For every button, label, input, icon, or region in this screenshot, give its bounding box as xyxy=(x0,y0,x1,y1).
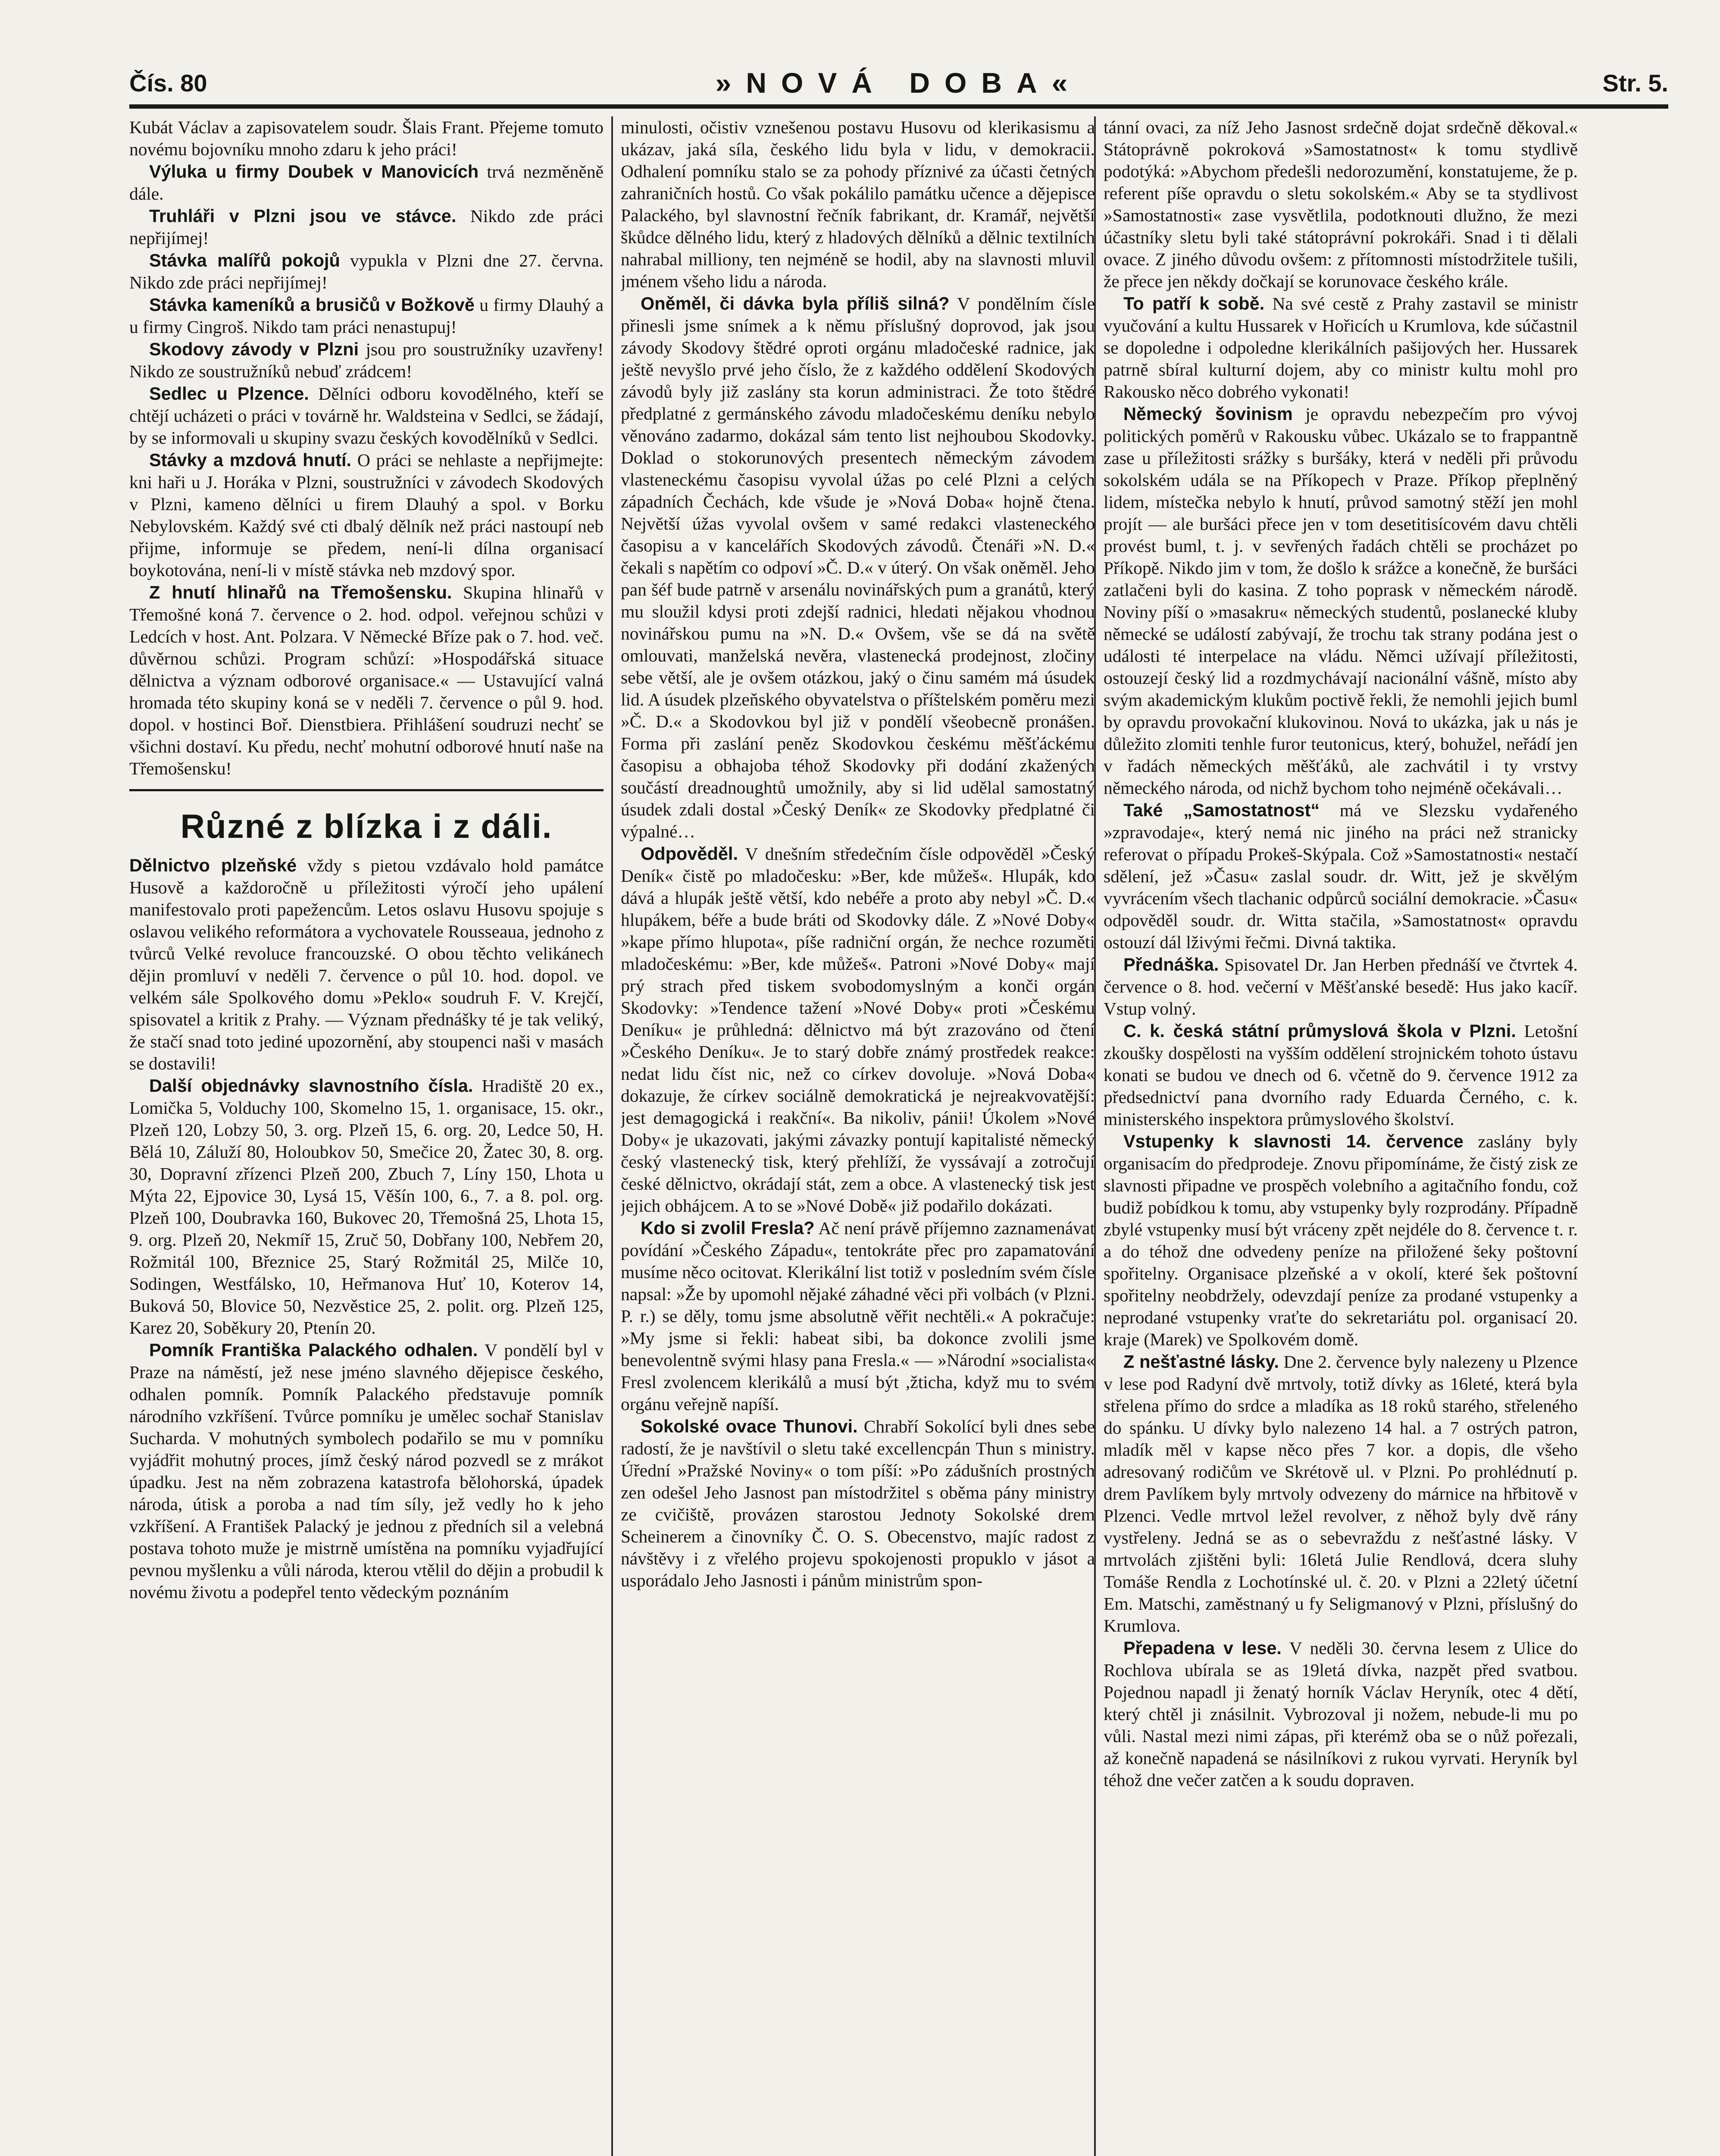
notice-text: jsou pro soustružníky uzavřeny! Nikdo ze soustružníků nebuď zrádcem! xyxy=(129,339,604,381)
news-item xyxy=(1104,403,1578,799)
notice-heading: Truhláři v Plzni jsou ve stávce. xyxy=(149,206,457,226)
page-header xyxy=(129,60,1668,108)
news-text: Ač není právě příjemno zaznamenávat povídání »Českého Západu«, tentokráte přec pro zapamatování musíme něco ocitovat. Klerikální list totiž v posledním svém čísle napsal: »Že by upomohl nějaké záhadné věci při volbách (v Plzni. P. r.) se děly, tomu jsme absolutně věřit nechtěli.« A pokračuje: »My jsme si řekli: habeat sibi, ba dokonce zvolili jsme benevolentně svými hlasy pana Fresla.« — »Národní »socialista« Fresl zvolencem klerikálů a musí být ,žticha, když mu to svém orgánu veřejně napíší. xyxy=(621,1218,1095,1414)
notice xyxy=(129,205,604,249)
news-text: má ve Slezsku vydařeného »zpravodaje«, který nemá nic jiného na práci než stranicky referovat o případu Prokeš-Skýpala. Což »Samostatnosti« nestačí sdělení, jež »Času« zaslal soudr. dr. Witt, jež je skvělým vyvrácením všech tlachanic odpůrců sociální demokracie. »Času« odpověděl soudr. dr. Witta stačila, »Samostatnost« opravdu ostouzí dál lživými řečmi. Divná taktika. xyxy=(1104,800,1578,952)
notice-heading: Skodovy závody v Plzni xyxy=(149,339,359,359)
notice-heading: Stávky a mzdová hnutí. xyxy=(149,450,352,470)
notice-text: Nikdo zde práci nepřijímej! xyxy=(129,206,604,248)
news-heading: Přednáška. xyxy=(1123,954,1219,975)
section-title: Různé z blízka i z dáli. xyxy=(180,807,553,845)
news-item xyxy=(1104,116,1578,292)
article-paragraph xyxy=(129,116,604,160)
news-heading: Odpověděl. xyxy=(641,843,738,864)
news-item xyxy=(621,843,1095,1217)
news-heading: Oněměl, či dávka byla příliš silná? xyxy=(641,293,950,313)
notice xyxy=(129,160,604,205)
paragraph-text: Kubát Václav a zapisovatelem soudr. Šlais Frant. Přejeme tomuto novému bojovníku mnoho zdaru k jeho práci! xyxy=(129,117,604,159)
news-item xyxy=(1104,1637,1578,1791)
news-item xyxy=(1104,799,1578,953)
news-text: Hradiště 20 ex., Lomička 5, Volduchy 100, Skomelno 15, 1. organisace, 15. okr., Plzeň 120, Lobzy 50, 3. org. Plzeň 15, 6. org. 20, Ledce 50, H. Bělá 10, Záluží 80, Holoubkov 50, Smečice 20, Žatec 30, 8. org. 30, Dopravní zřízenci Plzeň 200, Zbuch 7, Líny 150, Lhota u Mýta 22, Ejpovice 30, Lysá 15, Věšín 100, 6., 7. a 8. pol. org. Plzeň 100, Doubravka 160, Bukovec 20, Třemošná 25, Lhota 15, 9. org. Plzeň 20, Nekmíř 15, Zruč 50, Dobřany 100, Nebřem 20, Rožmitál 100, Březnice 25, Starý Rožmitál 25, Milče 10, Sodingen, Westfálsko, 10, Heřmanova Huť 10, Koterov 14, Buková 50, Blovice 50, Nezvěstice 25, 2. polit. org. Plzeň 125, Karez 20, Soběkury 20, Ptenín 20. xyxy=(129,1076,604,1338)
news-item xyxy=(621,116,1095,292)
notice-text: trvá nezměněně dále. xyxy=(129,162,604,204)
column-2 xyxy=(621,116,1095,2156)
news-item xyxy=(621,292,1095,843)
notice-text: Dělníci odboru kovodělného, kteří se chtějí ucházeti o práci v továrně hr. Waldsteina v Sedlci, se žádají, by se informovali u skupiny svazu českých kovodělníků v Sedlci. xyxy=(129,384,604,448)
news-text: V pondělí byl v Praze na náměstí, jež nese jméno slavného dějepisce českého, odhalen pomník. Pomník Palackého představuje pomník národního vzkříšení. Tvůrce pomníku je umělec sochař Stanislav Suchardа. V mohutných symbolech podařilo se mu v pomníku vyjádřit mohutný proces, jímž český národ pozvedl se z mrákot úpadku. Jest na něm zobrazena katastrofa bělohorská, úpadek národa, útisk a poroba a nad tím síly, jež vedly ho k jeho vzkříšení. A František Palacký je jednou z předních sil a velebná postava tohoto muže je mistrně umístěna na pomníku vyjadřující pevnou myšlenku a vůli národa, kterou vtělil do dějin a probudil k novému životu a podepřel tento vědeckým poznáním xyxy=(129,1340,604,1602)
news-heading: Kdo si zvolil Fresla? xyxy=(641,1218,815,1238)
news-text: vždy s pietou vzdávalo hold památce Husově a každoročně u příležitosti výročí jeho upálení manifestovalo proti papežencům. Letos oslavu Husovu spojuje s oslavou velikého reformátora a vychovatele Rousseaua, jednoho z tvůrců Velké revoluce francouzské. O obou těchto velikánech dějin promluví v neděli 7. července o půl 10. hod. dopol. ve velkém sále Spolkového domu »Peklo« soudruh F. V. Krejčí, spisovatel a kritik z Prahy. — Význam přednášky té je tak veliký, že stačí snad toto jediné upozornění, aby stoupenci naši v masách se dostavili! xyxy=(129,856,604,1073)
notice xyxy=(129,249,604,294)
notice-text: u firmy Dlauhý a u firmy Cingroš. Nikdo tam práci nenastupuj! xyxy=(129,295,604,337)
news-text: Na své cestě z Prahy zastavil se ministr vyučování a kultu Hussarek v Hořicích u Krumlova, kde súčastnil se dopoledne i odpoledne klerikálních pašijových her. Hussarek patrně sbíral kulturní dojem, aby co ministr kultu mohl pro Rakousko něco dobrého vykonati! xyxy=(1104,294,1578,401)
news-text: tánní ovaci, za níž Jeho Jasnost srdečně dojat srdečně děkoval.« Státoprávně pokroková »Samostatnost« k tomu stydlivě podotýká: »Abychom předešli nedorozumění, konstatujeme, že p. referent píše opravdu o sletu sokolském.« Aby se ta stydlivost »Samostatnosti« zase vysvětlila, podotknouti dlužno, že mezi účastníky sletu byli také státoprávní pokrokáři. Snad i ti dělali ovace. Z jiného důvodu ovšem: z přítomnosti místodržitele tušili, že přece jen někdy dočkají se korunovace českého krále. xyxy=(1104,117,1578,291)
news-text: zaslány byly organisacím do předprodeje. Znovu připomínáme, že čistý zisk ze slavnosti připadne ve prospěch volebního a agitačního fondu, což budiž pobídkou k tomu, aby vstupenky byly rozprodány. Případně zbylé vstupenky musí být vráceny zpět nejdéle do 8. července t. r. a do téhož dne odvedeny peníze na přiložené šeky poštovní spořitelny. Organisace plzeňské a v okolí, které šek poštovní spořitelny neobdržely, odevzdají peníze za prodané vstupenky a neprodané vstupenky vraťte do sekretariátu pol. organisací 20. kraje (Marek) ve Spolkovém domě. xyxy=(1104,1131,1578,1349)
news-text: Dne 2. července byly nalezeny u Plzence v lese pod Radyní dvě mrtvoly, totiž dívky as 16leté, která byla střelena přímo do srdce a mladíka as 18 roků starého, střeleného do spánku. U dívky bylo nalezeno 14 hal. a 7 ostrých patron, mladík měl v kapse něco přes 7 kor. a dopis, dle všeho adresovaný rodičům ve Skrétově ul. v Plzni. Po prohlédnutí p. drem Pavlíkem byly mrtvoly odvezeny do márnice na hřbitově v Plzenci. Vedle mrtvol ležel revolver, z něhož byly dvě rány vystřeleny. Jedná se as o sebevraždu z nešťastné lásky. V mrtvolách zjištěni byli: 16letá Julie Rendlová, dcera sluhy Tomáše Rendla z Lochotínské ul. č. 20. v Plzni a 22letý účetní Em. Matschi, zaměstnaný u fy Seligmanový v Plzni, příslušný do Krumlova. xyxy=(1104,1352,1578,1636)
news-text: minulosti, očistiv vznešenou postavu Husovu od klerikasismu a ukázav, jaká síla, českého lidu byla v lidu, v demokracii. Odhalení pomníku stalo se za pohody příznivé za účasti četných zahraničních hostů. Co však pokálilo památku učence a dějepisce Palackého, byl slavnostní řečník fabrikant, dr. Kramář, největší škůdce dělného lidu, který z hladových dělníků a dělnic textilních nahrabal milliony, ten nejméně se hodil, aby na slavnosti mluvil jménem všeho lidu a národa. xyxy=(621,117,1095,291)
news-text: je opravdu nebezpečím pro vývoj politických poměrů v Rakousku vůbec. Ukázalo se to frappantně zase u příležitosti srážky s buršáky, která v neděli při průvodu sokolském udála se na Příkopech v Praze. Příkop přeplněný lidem, místečka nebylo k hnutí, průvod samotný stěží jen mohl projít — ale buršácі přece jen v tom desetitisícovém davu chtěli provést buml, t. j. v sevřených řadách chtěli se procházet po Příkopě. Nikdo jim v tom, že došlo k srážce a konečně, že buršáci zatlačeni byli do kasina. Z toho poprask v německém národě. Noviny píší o »masakru« německých studentů, poslanecké kluby německé se událostí zabývají, že trochu tak strany podána jest o události té interpelace na vládu. Němci užívají příležitosti, ostouzejí český lid a rozdmychávají nacionální vášně, místo aby svým akademickým klukům poctivě řekli, že nemohli jejich buml by opravdu provokační klukovinou. Nová to ukázka, jak u nás je důležito zlomiti tenhle furor teutonicus, který, bohužel, neřádí jen v řadách německých měšťáků, ale zachvátil i ty vrstvy německého národa, od nichž bychom toho nejméně očekávali… xyxy=(1104,404,1578,798)
notice xyxy=(129,449,604,581)
notice xyxy=(129,382,604,449)
notice-heading: Výluka u firmy Doubek v Manovicích xyxy=(149,161,479,182)
section-rule xyxy=(129,789,604,791)
notice-text: Skupina hlinařů v Třemošné koná 7. července o 2. hod. odpol. veřejnou schůzi v Ledcích v host. Ant. Polzara. V Německé Bříze pak o 7. hod. več. důvěrnou schůzi. Program schůzí: »Hospodářská situace dělnictva a význam odborové organisace.« — Ustavující valná hromada této skupiny koná se v neděli 7. července o půl 9. hod. dopol. v hostinci Boř. Dienstbiera. Přihlášení soudruzi nechť se všichni dostaví. Ku předu, nechť mohutní odborové hnutí naše na Třemošensku! xyxy=(129,583,604,778)
header-rule xyxy=(129,104,1668,109)
notice-heading: Sedlec u Plzence. xyxy=(149,383,309,404)
news-heading: Další objednávky slavnostního čísla. xyxy=(149,1075,473,1096)
news-text: Spisovatel Dr. Jan Herben přednáší ve čtvrtek 4. července o 8. hod. večerní v Měšťanské besedě: Hus jako kacíř. Vstup volný. xyxy=(1104,955,1578,1018)
news-heading: Také „Samostatnost“ xyxy=(1123,800,1320,820)
news-item xyxy=(621,1217,1095,1415)
news-text: Chrabří Sokolící byli dnes sebe radostí, že je navštívil o sletu také excellencpán Thun s ministry. Úřední »Pražské Noviny« o tom píší: »Po zádušních prostných zen odešel Jeho Jasnost pan místodržitel s oběma pány ministry ze cvičiště, provázen starostou Jednoty Sokolské drem Scheinerem a činovníky Č. O. S. Obecenstvo, majíc radost z návštěvy i z vřelého projevu spokojenosti propuklo v jásot a usporádalo Jeho Jasnosti i pánům ministrům spon- xyxy=(621,1416,1095,1590)
column-3 xyxy=(1104,116,1578,2156)
news-heading: To patří k sobě. xyxy=(1123,293,1265,313)
news-heading: Vstupenky k slavnosti 14. července xyxy=(1123,1131,1464,1151)
notice xyxy=(129,338,604,382)
masthead-title: »NOVÁ DOBA« xyxy=(715,67,1082,99)
notice xyxy=(129,294,604,338)
news-heading: Dělnictvo plzeňské xyxy=(129,855,297,875)
news-heading: C. k. česká státní průmyslová škola v Plzni. xyxy=(1123,1021,1516,1041)
news-text: Letošní zkoušky dospělosti na vyšším oddělení strojnickém tohoto ústavu konati se budou ve dnech od 6. včetně do 9. července 1912 za předsednictví pana dvorního rady Eduarda Černého, c. k. ministerského inspektora průmyslového školství. xyxy=(1104,1021,1578,1129)
news-heading: Pomník Františka Palackého odhalen. xyxy=(149,1340,478,1360)
news-item xyxy=(1104,292,1578,403)
news-text: V dnešním středečním čísle odpověděl »Český Deník« čistě po mladočesku: »Ber, kde můžeš«. Hlupák, kdo dává a hlupák ještě větší, kdo nebéře a proto aby nebyl »Č. D.« hlupákem, béře a bude bráti od Skodovky dále. Z »Nové Doby« »kape přímo hlupota«, píše radniční orgán, že nechce rozuměti mladočeskému: »Ber, kde můžeš«. Patroni »Nové Doby« mají prý strach před tiskem svobodomyslným a konči orgán Skodovky: »Tendence tažení »Nové Doby« proti »Českému Deníku« je průhledná: dělnictvo má být zrazováno od čtení »Českého Deníku«. Je to starý dobře známý prostředek reakce: nedat lidu číst nic, než co církev dovoluje. »Nová Doba« dokazuje, že církev sociálně demokratická je nejreakvovatější: jest demagogická i reakční«. Ba nikoliv, pánii! Úkolem »Nové Doby« je ukazovati, jakými závazky pontují kapitalisté německý český vlastenecký tisk, který přehlíží, že vyssávají a zotročují české dělnictvo, okrádají stát, zem a obce. A vlastenecký tisk jest jejich obhájcem. A to se »Nové Době« již podařilo dokázati. xyxy=(621,844,1095,1216)
notice-heading: Z hnutí hlinařů na Třemošensku. xyxy=(149,582,452,602)
page-number: Str. 5. xyxy=(1602,69,1668,97)
news-heading: Z nešťastné lásky. xyxy=(1123,1351,1279,1372)
notice-text: vypukla v Plzni dne 27. června. Nikdo zde práci nepřijímej! xyxy=(129,251,604,292)
news-item xyxy=(129,1075,604,1339)
news-item xyxy=(1104,1130,1578,1351)
news-heading: Přepadena v lese. xyxy=(1123,1638,1282,1658)
news-heading: Německý šovinism xyxy=(1123,404,1293,424)
news-item xyxy=(129,1339,604,1603)
news-item xyxy=(1104,953,1578,1020)
notice xyxy=(129,581,604,780)
column-divider xyxy=(611,116,613,2156)
notice-text: O práci se nehlaste a nepřijmejte: kni haři u J. Horáka v Plzni, soustružníci v závodech Skodových v Plzni, kameno dělníci u firem Dlauhý a spol. v Borku Nebylovském. Každý své cti dbalý dělník než práci nastoupí neb přijme, informuje se předem, není-li dílna organisací boykotována, není-li v místě stávka neb mzdový spor. xyxy=(129,450,604,580)
notice-heading: Stávka malířů pokojů xyxy=(149,250,340,270)
notice-heading: Stávka kameníků a brusičů v Božkově xyxy=(149,295,475,315)
news-item xyxy=(1104,1020,1578,1130)
news-item xyxy=(129,854,604,1075)
news-item xyxy=(621,1415,1095,1592)
news-heading: Sokolské ovace Thunovi. xyxy=(641,1416,858,1436)
news-text: V pondělním čísle přinesli jsme snímek a k němu příslušný doprovod, jak jsou závody Skodovy štědré oproti orgánu mladočeské radnice, jak ještě nevyšlo prvé jeho číslo, že z každého oddělení Skodových závodů byly již zaslány sta korun administraci. Že toto štědré předplatné z germánského závodu mladočeskému deníku nebylo věnováno zadarmo, dokázal sám tento list nejhoubou Skodovky. Doklad o stokorunových presentech německým závodem vlastenеckému časopisu vyvolal úžas po celé Plzni a celých západních Čechách, kde všude je »Nová Doba« hojně čtena. Největší úžas vyvolal ovšem v samé redakci vlasteneckého časopisu a v kancelářích Skodových závodů. Čtenáři »N. D.« čekali s napětím co odpoví »Č. D.« v úterý. On však oněměl. Jeho pan šéf bude patrně v arsenálu novinářských pum a granátů, který mu sloužil kdysi proti zdejší radnici, hledati nějakou vhodnou novinářskou pumu na »N. D.« Ovšem, vše se dá na světě omlouvati, manželská nevěra, vlastenecká prodejnost, zločiny sebe větší, ale je ovšem otázkou, jaký o činu samém má úsudek lid. A úsudek plzeňského obyvatelstva o příštelském poměru mezi »Č. D.« a Skodovkou byl již v pondělí všeobecně pronášen. Forma při zaslání peněz Skodovkou českému měšťáckému časopisu a obhajoba téhož Skodovky při dodání zkažených součástí dreadnoughtů umožnily, aby si lid udělal samostatný úsudek zdali dostal »Český Deník« ze Skodovky předplatné či výpalné… xyxy=(621,294,1095,841)
news-item xyxy=(1104,1351,1578,1637)
issue-number: Čís. 80 xyxy=(129,69,207,97)
column-1 xyxy=(129,116,604,2156)
news-text: V neděli 30. června lesem z Ulice do Rochlova ubírala se as 19letá dívka, nazpět před svatbou. Pojednou napadl ji ženatý horník Václav Heryník, otec 4 dětí, který chtěl ji znásilnit. Vybrozoval ji nožem, nebude-li mu po vůli. Nastal mezi nimi zápas, při kterémž oba se o nůž pořezali, až konečně napadená se násilníkovi z rukou vyrvati. Heryník byl téhož dne večer zatčen a k soudu dopraven. xyxy=(1104,1638,1578,1790)
